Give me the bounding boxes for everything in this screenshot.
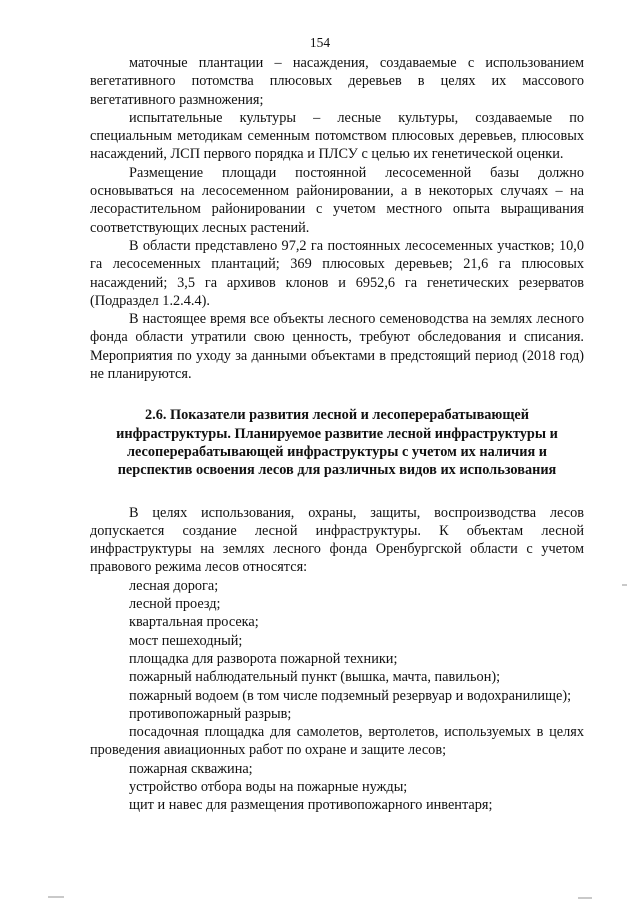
page-body <box>90 54 584 815</box>
paragraph-test-cultures: испытательные культуры – лесные культуры, создаваемые по специальным методикам семенным потомством плюсовых деревьев, плюсовых насаждений, ЛСП первого порядка и ПЛСУ с целью их генетической оценки. <box>90 109 584 163</box>
paragraph-infrastructure-intro: В целях использования, охраны, защиты, воспроизводства лесов допускается создание лесной инфраструктуры. К объектам лесной инфраструктуры на землях лесного фонда Оренбургской области с учетом правового режима лесов относятся: <box>90 504 584 576</box>
list-item: мост пешеходный; <box>129 632 243 649</box>
infrastructure-list <box>90 577 584 815</box>
list-item: посадочная площадка для самолетов, вертолетов, используемых в целях проведения авиационных работ по охране и защите лесов; <box>90 724 584 759</box>
list-item: лесной проезд; <box>129 596 221 613</box>
paragraph-mother-plantations: маточные плантации – насаждения, создаваемые с использованием вегетативного потомства плюсовых деревьев в целях их массового вегетативного размножения; <box>90 55 584 108</box>
scan-speck <box>622 584 627 586</box>
page-number: 154 <box>309 35 331 50</box>
list-item: лесная дорога; <box>129 577 219 594</box>
paragraph-current-status: В настоящее время все объекты лесного семеноводства на землях лесного фонда области утратили свою ценность, требуют обследования и списания. Мероприятия по уходу за данными объектами в предстоящий период (2018 год) не планируются. <box>90 311 584 383</box>
list-item: квартальная просека; <box>129 614 259 631</box>
list-item: пожарный водоем (в том числе подземный резервуар и водохранилище); <box>129 687 572 704</box>
paragraph-regional-statistics: В области представлено 97,2 га постоянных лесосеменных участков; 10,0 га лесосеменных плантаций; 369 плюсовых деревьев; 21,6 га плюсовых насаждений; 3,5 га архивов клонов и 6952,6 га генетических резерватов (Подраздел 1.2.4.4). <box>90 237 584 309</box>
list-item: устройство отбора воды на пожарные нужды; <box>129 778 408 795</box>
list-item: пожарный наблюдательный пункт (вышка, мачта, павильон); <box>129 669 501 686</box>
scan-speck <box>578 897 592 899</box>
list-item: противопожарный разрыв; <box>129 705 292 722</box>
list-item: площадка для разворота пожарной техники; <box>129 650 398 667</box>
list-item: пожарная скважина; <box>129 760 253 777</box>
scan-speck <box>48 896 64 898</box>
section-heading: 2.6. Показатели развития лесной и лесоперерабатывающей инфраструктуры. Планируемое развитие лесной инфраструктуры и лесоперерабатывающей инфраструктуры с учетом их наличия и перспектив освоения лесов для различных видов их использования <box>116 407 558 479</box>
list-item: щит и навес для размещения противопожарного инвентаря; <box>129 797 493 814</box>
paragraph-seed-base-placement: Размещение площади постоянной лесосеменной базы должно основываться на лесосеменном районировании, а в некоторых случаях – на лесорастительном районировании с учетом местного опыта выращивания соответствующих лесных растений. <box>90 164 584 236</box>
